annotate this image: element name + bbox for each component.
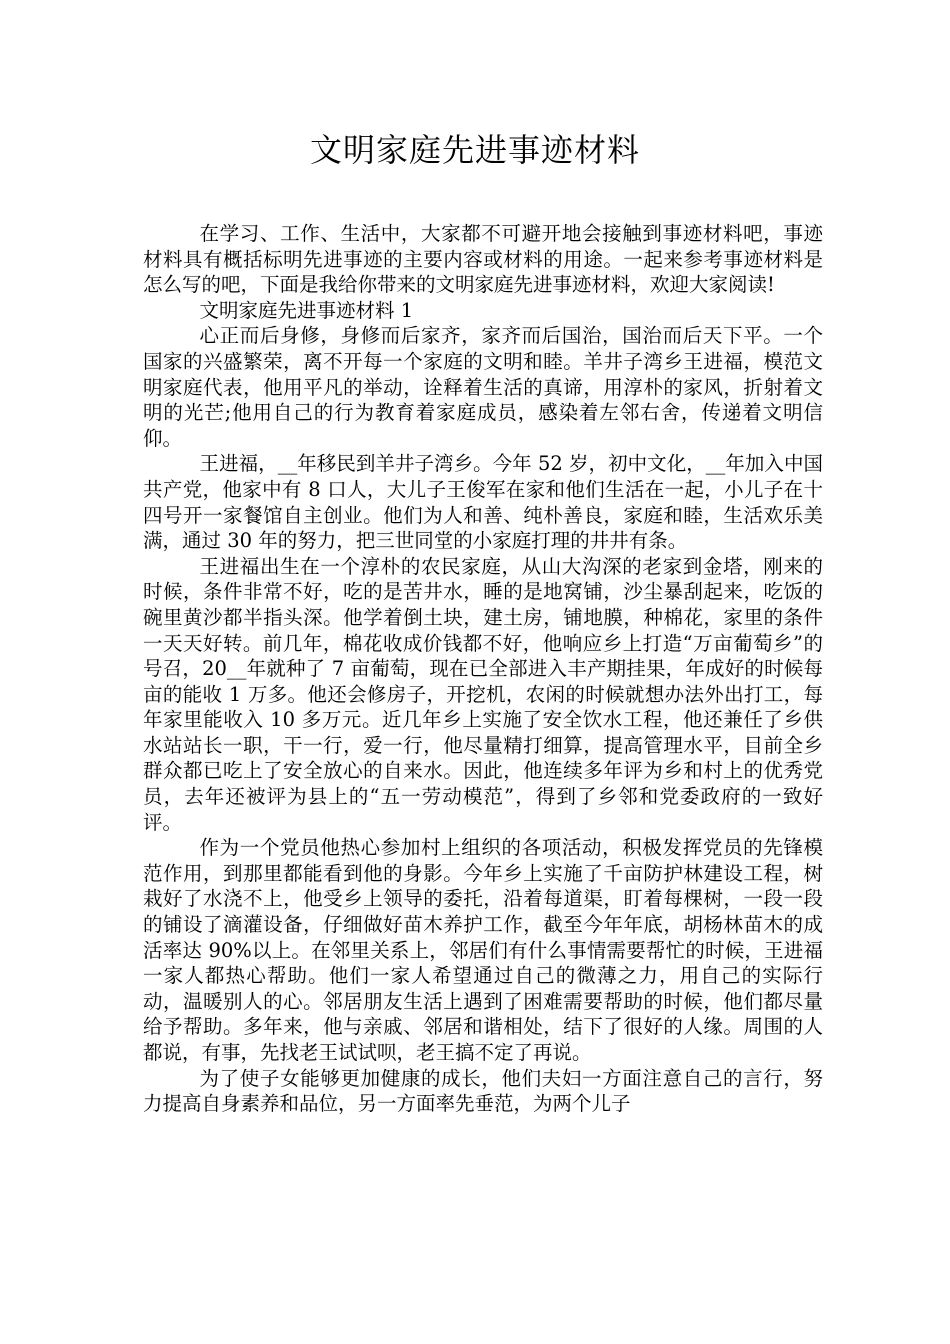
section-heading: 文明家庭先进事迹材料 1: [199, 298, 414, 322]
document-body: [143, 221, 823, 1117]
document-title: 文明家庭先进事迹材料: [309, 131, 640, 169]
body-paragraph: 作为一个党员他热心参加村上组织的各项活动，积极发挥党员的先锋模范作用，到那里都能看到他的身影。今年乡上实施了千亩防护林建设工程，树栽好了水浇不上，他受乡上领导的委托，沿着每道渠，盯着每棵树，一段一段的铺设了滴灌设备，仔细做好苗木养护工作，截至今年年底，胡杨林苗木的成活率达 90%以上。在邻里关系上，邻居们有什么事情需要帮忙的时候，王进福一家人都热心帮助。他们一家人希望通过自己的微薄之力，用自己的实际行动，温暖别人的心。邻居朋友生活上遇到了困难需要帮助的时候，他们都尽量给予帮助。多年来，他与亲戚、邻居和谐相处，结下了很好的人缘。周围的人都说，有事，先找老王试试呗，老王搞不定了再说。: [143, 836, 823, 1064]
body-paragraph: 心正而后身修，身修而后家齐，家齐而后国治，国治而后天下平。一个国家的兴盛繁荣，离不开每一个家庭的文明和睦。羊井子湾乡王进福，模范文明家庭代表，他用平凡的举动，诠释着生活的真谛，用淳朴的家风，折射着文明的光芒;他用自己的行为教育着家庭成员，感染着左邻右舍，传递着文明信仰。: [143, 324, 823, 450]
body-paragraph: 王进福，__年移民到羊井子湾乡。今年 52 岁，初中文化，__年加入中国共产党，他家中有 8 口人，大儿子王俊军在家和他们生活在一起，小儿子在十四号开一家餐馆自主创业。他们为人和善、纯朴善良，家庭和睦，生活欢乐美满，通过 30 年的努力，把三世同堂的小家庭打理的井井有条。: [143, 452, 823, 553]
body-paragraph: 为了使子女能够更加健康的成长，他们夫妇一方面注意自己的言行，努力提高自身素养和品位，另一方面率先垂范，为两个儿子: [143, 1066, 823, 1116]
intro-paragraph: 在学习、工作、生活中，大家都不可避开地会接触到事迹材料吧，事迹材料具有概括标明先进事迹的主要内容或材料的用途。一起来参考事迹材料是怎么写的吧，下面是我给你带来的文明家庭先进事迹材料，欢迎大家阅读!: [143, 222, 823, 297]
body-paragraph: 王进福出生在一个淳朴的农民家庭，从山大沟深的老家到金塔，刚来的时候，条件非常不好，吃的是苦井水，睡的是地窝铺，沙尘暴刮起来，吃饭的碗里黄沙都半指头深。他学着倒土块，建土房，铺地膜，种棉花，家里的条件一天天好转。前几年，棉花收成价钱都不好，他响应乡上打造“万亩葡萄乡”的号召，20__年就种了 7 亩葡萄，现在已全部进入丰产期挂果，年成好的时候每亩的能收 1 万多。他还会修房子，开挖机，农闲的时候就想办法外出打工，每年家里能收入 10 多万元。近几年乡上实施了安全饮水工程，他还兼任了乡供水站站长一职，干一行，爱一行，他尽量精打细算，提高管理水平，目前全乡群众都已吃上了安全放心的自来水。因此，他连续多年评为乡和村上的优秀党员，去年还被评为县上的“五一劳动模范”，得到了乡邻和党委政府的一致好评。: [143, 554, 823, 834]
